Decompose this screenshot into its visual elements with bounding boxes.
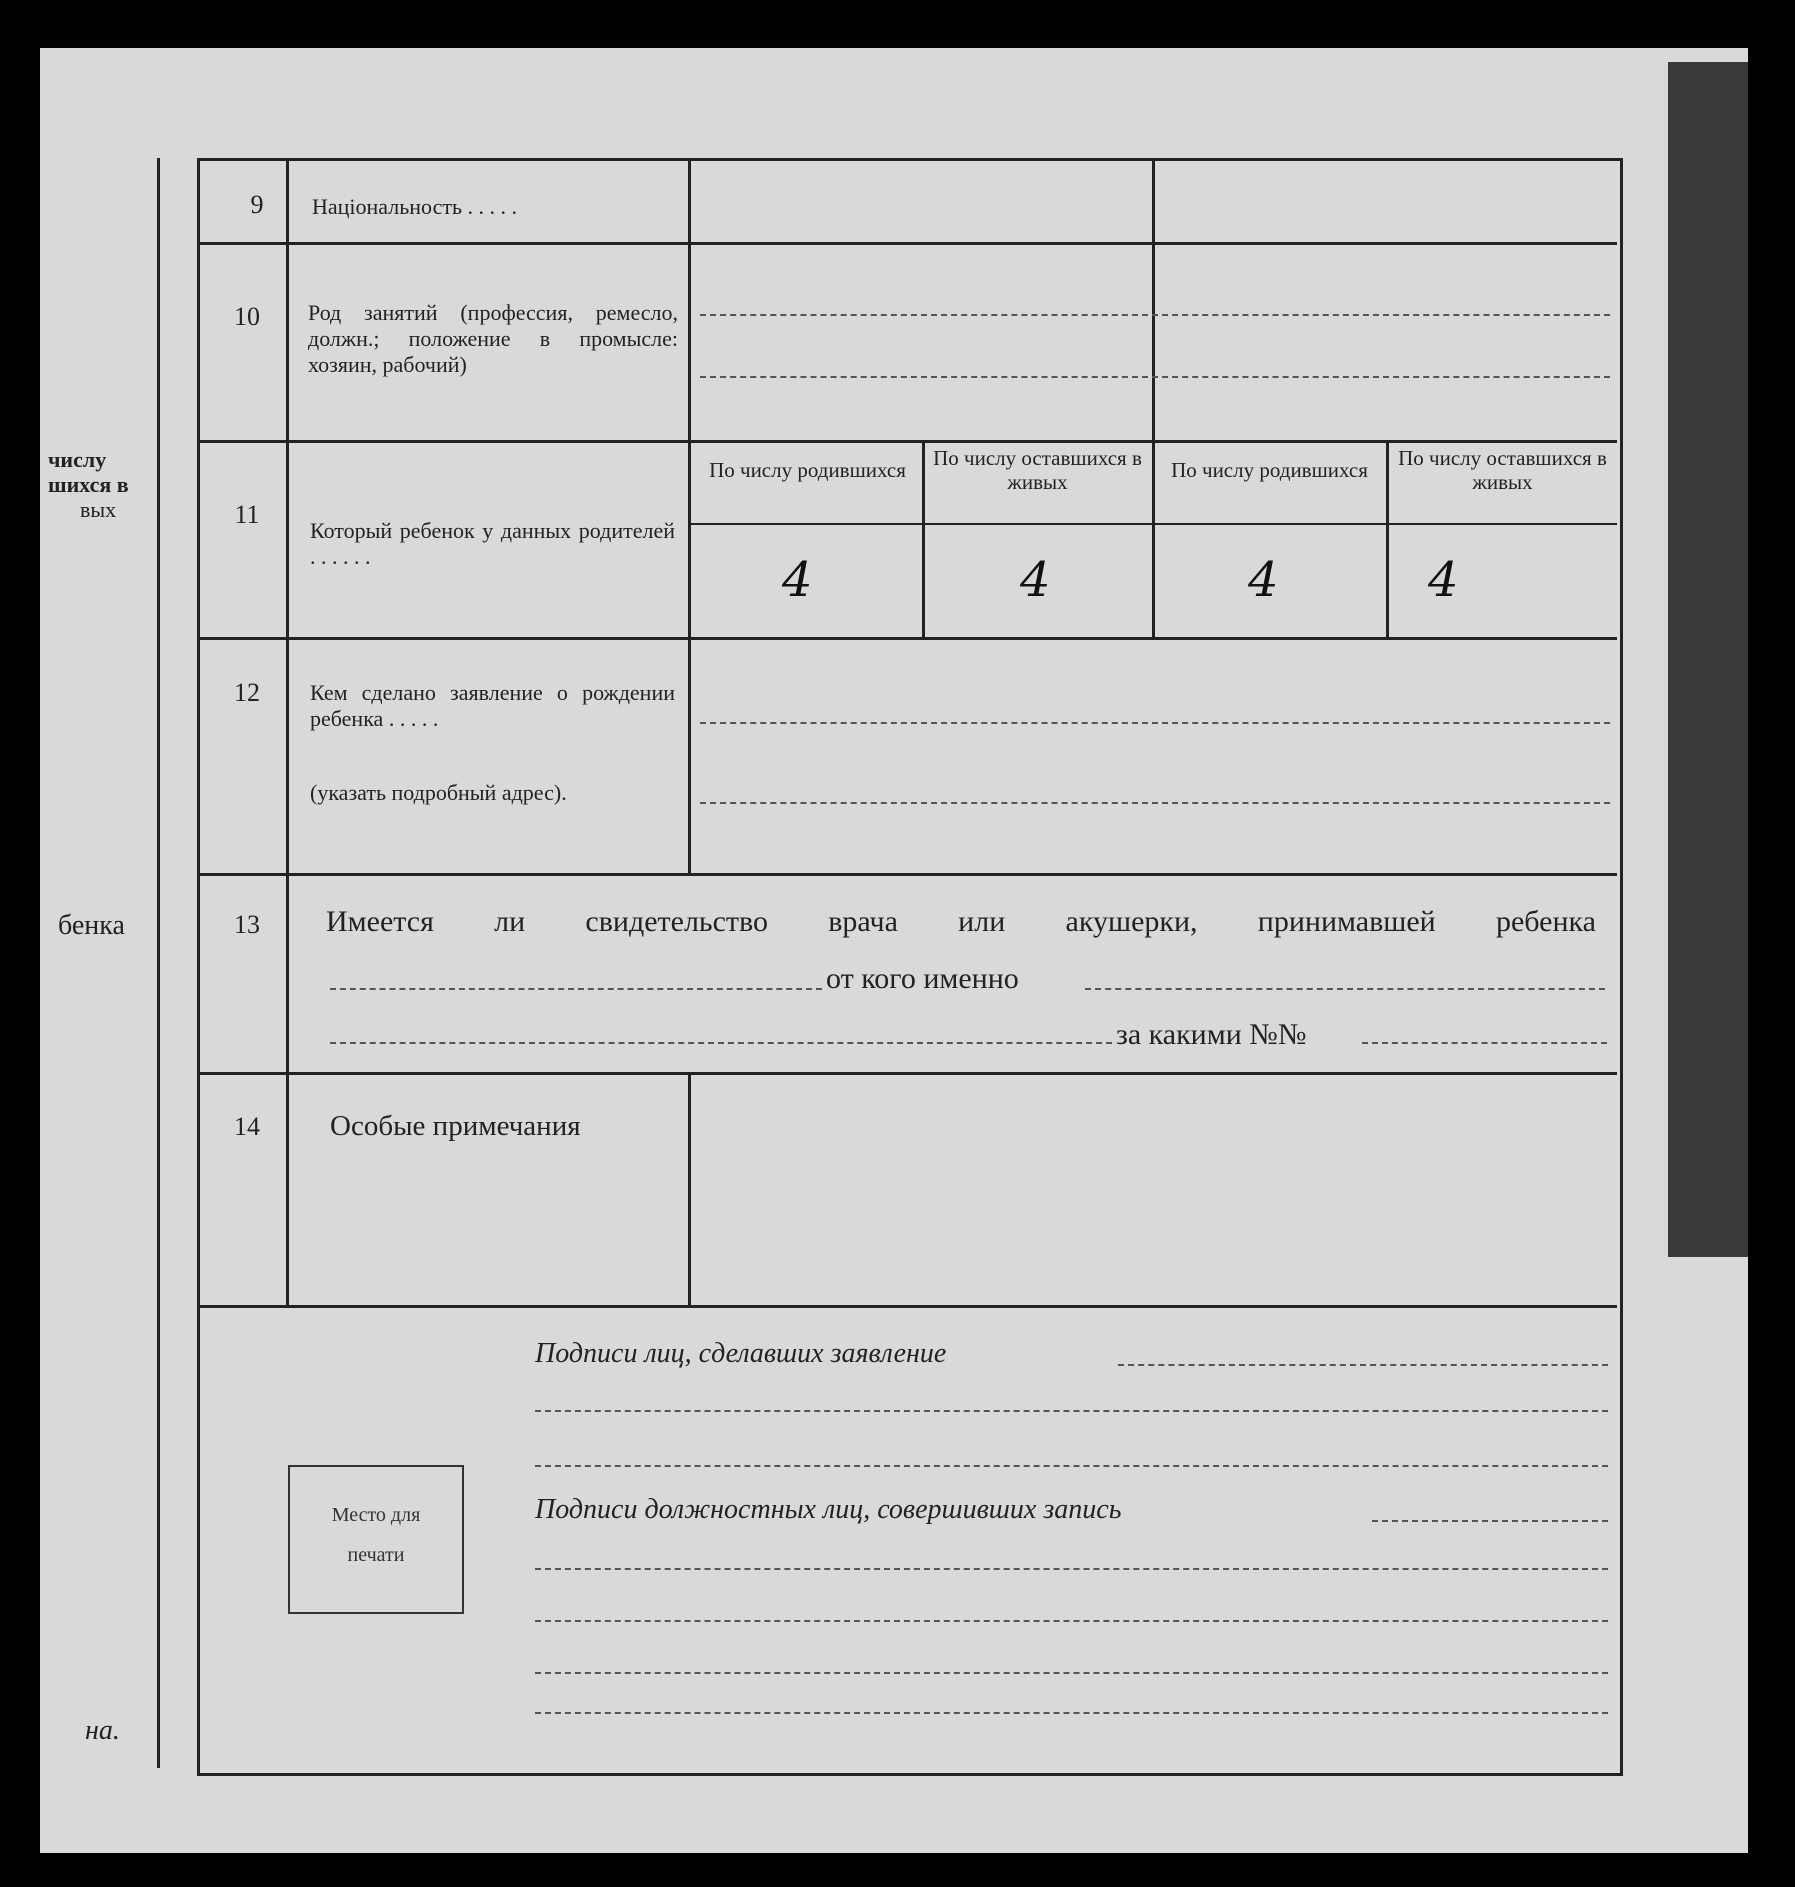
row-label-remarks: Особые примечания	[330, 1110, 581, 1142]
row-divider	[197, 440, 1617, 443]
edge-line	[157, 158, 160, 1768]
label-column-line	[688, 158, 691, 873]
edge-fragment: шихся в	[48, 472, 129, 497]
row-number: 13	[234, 910, 260, 939]
fill-line	[535, 1620, 1608, 1622]
row-label-address-note: (указать подробный адрес).	[310, 780, 567, 805]
num-column-line	[286, 158, 289, 1305]
row-divider	[197, 637, 1617, 640]
fill-line	[700, 722, 1610, 724]
fill-line	[700, 314, 1610, 316]
stamp-place-text: Место для	[331, 1504, 421, 1526]
fill-line	[330, 1042, 1112, 1044]
middle-column-line	[1152, 158, 1155, 637]
fill-line	[535, 1568, 1608, 1570]
signatures-officials-label: Подписи должностных лиц, совершивших запись	[535, 1494, 1122, 1525]
handwritten-value: 4	[1428, 552, 1459, 608]
row-number: 11	[234, 500, 260, 529]
row-number: 10	[234, 302, 260, 331]
row-divider	[197, 873, 1617, 876]
row-label-occupation: Род занятий (профессия, ремесло, должн.; положение в промысле: хозяин, рабочий)	[308, 300, 678, 377]
label-column-line	[688, 1072, 691, 1305]
row-number: 14	[234, 1112, 260, 1141]
edge-fragment: числу	[48, 447, 107, 472]
subheader-born-1: По числу родившихся	[709, 458, 906, 482]
sub-column-line	[922, 440, 925, 637]
fill-line	[535, 1410, 1608, 1412]
edge-fragment: бенка	[58, 910, 125, 941]
row-label-declarant: Кем сделано заявление о рождении ребенка . . . . .	[310, 680, 675, 731]
fill-line	[330, 988, 822, 990]
certificate-numbers: за какими №№	[1116, 1018, 1307, 1051]
fill-line	[1362, 1042, 1607, 1044]
handwritten-value: 4	[1020, 552, 1051, 608]
row-divider	[197, 1305, 1617, 1308]
signatures-declarants-label: Подписи лиц, сделавших заявление	[535, 1338, 947, 1369]
fill-line	[1372, 1520, 1608, 1522]
row-label-nationality: Національность . . . . .	[312, 194, 518, 219]
sub-column-line	[1386, 440, 1389, 637]
handwritten-value: 4	[1248, 552, 1279, 608]
handwritten-value: 4	[782, 552, 813, 608]
subheader-born-2: По числу родившихся	[1171, 458, 1368, 482]
certificate-from-whom: от кого именно	[826, 962, 1019, 995]
row-divider	[197, 242, 1617, 245]
fill-line	[1118, 1364, 1608, 1366]
row-number: 9	[250, 190, 264, 219]
subheader-living-1: По числу оставшихся в живых	[933, 446, 1142, 494]
fill-line	[700, 802, 1610, 804]
row-divider	[197, 1072, 1617, 1075]
edge-fragment: вых	[80, 497, 117, 522]
fill-line	[535, 1672, 1608, 1674]
fill-line	[535, 1712, 1608, 1714]
binding-strip	[1668, 62, 1748, 1257]
row-label-child-order: Который ребенок у данных родителей . . . . . .	[310, 518, 675, 569]
edge-fragment: на.	[85, 1715, 120, 1746]
stamp-place-box	[288, 1465, 464, 1614]
stamp-place-text: печати	[347, 1544, 405, 1566]
fill-line	[1085, 988, 1605, 990]
fill-line	[700, 376, 1610, 378]
certificate-question: Имеется ли свидетельство врача или акушерки, принимавшей ребенка	[326, 905, 1596, 938]
fill-line	[535, 1465, 1608, 1467]
subheader-divider	[688, 523, 1617, 525]
row-number: 12	[234, 678, 260, 707]
subheader-living-2: По числу оставшихся в живых	[1398, 446, 1607, 494]
